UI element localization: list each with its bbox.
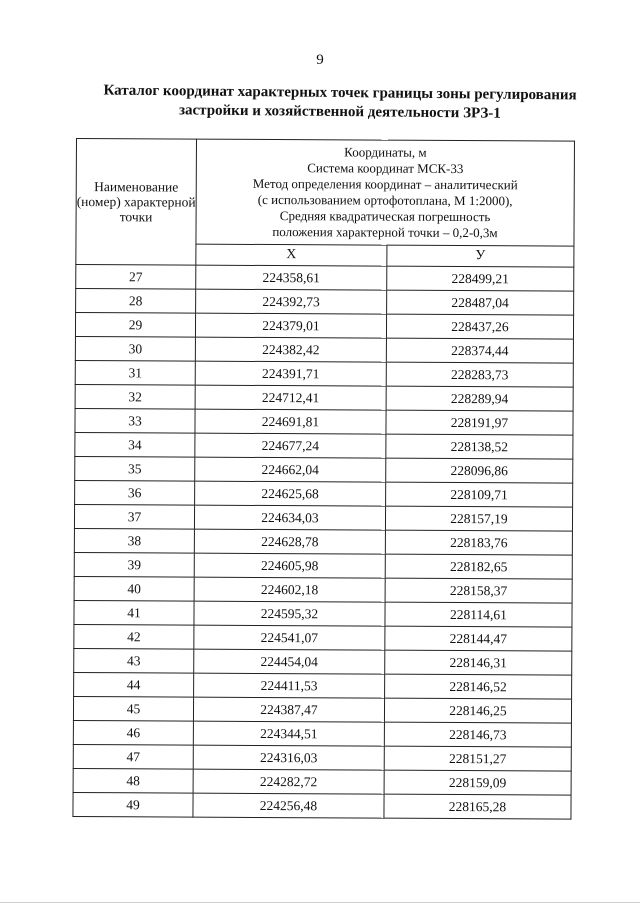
x-coordinate-cell: 224344,51 [193, 721, 384, 746]
y-coordinate-cell: 228114,61 [385, 602, 572, 627]
point-number-cell: 33 [75, 408, 195, 433]
table-row [75, 480, 573, 507]
point-number-cell: 42 [74, 624, 194, 649]
point-number-cell: 41 [74, 600, 194, 625]
x-coordinate-cell: 224282,72 [193, 769, 384, 794]
x-coordinate-cell: 224605,98 [194, 553, 385, 578]
x-coordinate-cell: 224391,71 [195, 361, 386, 386]
y-coordinate-cell: 228283,73 [386, 362, 573, 387]
point-number-cell: 36 [75, 480, 195, 505]
x-coordinate-cell: 224387,47 [193, 697, 384, 722]
table-row [74, 624, 572, 651]
point-number-cell: 46 [73, 720, 193, 745]
table-row [75, 456, 573, 483]
y-coordinate-cell: 228499,21 [387, 266, 574, 291]
point-number-cell: 37 [74, 504, 194, 529]
point-number-cell: 48 [73, 768, 193, 793]
table-row [75, 313, 573, 340]
coordinates-table [72, 138, 575, 820]
x-coordinate-cell: 224595,32 [194, 601, 385, 626]
table-row [75, 408, 573, 435]
coordinates-header-line: Метод определения координат – аналитический [252, 175, 518, 193]
table-row [76, 265, 574, 292]
x-coordinate-cell: 224316,03 [193, 745, 384, 770]
page-number: 9 [316, 52, 324, 68]
page-title: Каталог координат характерных точек границы зоны регулирования застройки и хозяйственной деятельности ЗРЗ-1 [103, 82, 577, 122]
x-coordinate-cell: 224625,68 [195, 481, 386, 506]
x-coordinate-cell: 224358,61 [196, 265, 387, 290]
table-row [74, 528, 572, 555]
table-row [75, 384, 573, 411]
table-row [75, 360, 573, 387]
y-coordinate-cell: 228146,25 [384, 698, 571, 723]
table-row [73, 744, 571, 771]
point-name-header: Наименование (номер) характерной точки [76, 139, 197, 266]
y-coordinate-cell: 228165,28 [384, 794, 571, 819]
point-number-cell: 44 [74, 672, 194, 697]
y-coordinate-cell: 228191,97 [386, 410, 573, 435]
coordinates-header-line: Координаты, м [344, 144, 427, 160]
y-coordinate-cell: 228182,65 [385, 554, 572, 579]
table-row [73, 792, 571, 819]
x-column-header: X [196, 244, 387, 266]
y-coordinate-cell: 228096,86 [386, 458, 573, 483]
scan-edge-line [0, 902, 640, 903]
y-coordinate-cell: 228146,73 [384, 722, 571, 747]
point-number-cell: 40 [74, 576, 194, 601]
point-number-cell: 43 [74, 648, 194, 673]
x-coordinate-cell: 224677,24 [195, 433, 386, 458]
table-row [74, 552, 572, 579]
table-row [75, 336, 573, 363]
x-coordinate-cell: 224541,07 [194, 625, 385, 650]
table-row [73, 720, 571, 747]
x-coordinate-cell: 224691,81 [195, 409, 386, 434]
y-coordinate-cell: 228437,26 [386, 314, 573, 339]
coordinates-header-line: Средняя квадратическая погрешность [279, 208, 491, 225]
point-number-cell: 45 [73, 696, 193, 721]
y-coordinate-cell: 228183,76 [385, 530, 572, 555]
point-number-cell: 31 [75, 360, 195, 385]
x-coordinate-cell: 224392,73 [196, 289, 387, 314]
x-coordinate-cell: 224411,53 [194, 673, 385, 698]
y-coordinate-cell: 228159,09 [384, 770, 571, 795]
table-row [74, 576, 572, 603]
y-coordinate-cell: 228158,37 [385, 578, 572, 603]
coordinates-header-line: Система координат МСК-33 [307, 160, 464, 177]
table-row [76, 289, 574, 316]
x-coordinate-cell: 224602,18 [194, 577, 385, 602]
point-number-cell: 28 [76, 289, 196, 314]
x-coordinate-cell: 224379,01 [195, 313, 386, 338]
table-row [74, 600, 572, 627]
point-number-cell: 47 [73, 744, 193, 769]
y-coordinate-cell: 228374,44 [386, 338, 573, 363]
x-coordinate-cell: 224662,04 [195, 457, 386, 482]
coordinates-header-line: положения характерной точки – 0,2-0,3м [272, 224, 498, 241]
y-coordinate-cell: 228138,52 [386, 434, 573, 459]
y-coordinate-cell: 228157,19 [385, 506, 572, 531]
point-number-cell: 32 [75, 384, 195, 409]
table-row [73, 696, 571, 723]
y-coordinate-cell: 228289,94 [386, 386, 573, 411]
y-coordinate-cell: 228151,27 [384, 746, 571, 771]
table-header-row [76, 139, 575, 247]
y-coordinate-cell: 228146,31 [385, 650, 572, 675]
point-number-cell: 38 [74, 528, 194, 553]
point-number-cell: 39 [74, 552, 194, 577]
x-coordinate-cell: 224382,42 [195, 337, 386, 362]
y-coordinate-cell: 228144,47 [385, 626, 572, 651]
point-number-cell: 27 [76, 265, 196, 290]
point-number-cell: 30 [75, 336, 195, 361]
coordinates-header-line: (с использованием ортофотоплана, М 1:2000), [257, 191, 513, 209]
table-row [75, 432, 573, 459]
x-coordinate-cell: 224634,03 [194, 505, 385, 530]
y-coordinate-cell: 228487,04 [387, 290, 574, 315]
point-number-cell: 34 [75, 432, 195, 457]
point-number-cell: 29 [75, 313, 195, 338]
table-row [73, 768, 571, 795]
table-row [74, 504, 572, 531]
point-number-cell: 49 [73, 792, 193, 817]
x-coordinate-cell: 224454,04 [194, 649, 385, 674]
x-coordinate-cell: 224712,41 [195, 385, 386, 410]
table-row [74, 672, 572, 699]
table-row [74, 648, 572, 675]
x-coordinate-cell: 224256,48 [193, 793, 384, 818]
y-column-header: У [387, 245, 574, 267]
y-coordinate-cell: 228109,71 [386, 482, 573, 507]
y-coordinate-cell: 228146,52 [385, 674, 572, 699]
x-coordinate-cell: 224628,78 [194, 529, 385, 554]
coordinates-header [196, 139, 575, 246]
point-number-cell: 35 [75, 456, 195, 481]
